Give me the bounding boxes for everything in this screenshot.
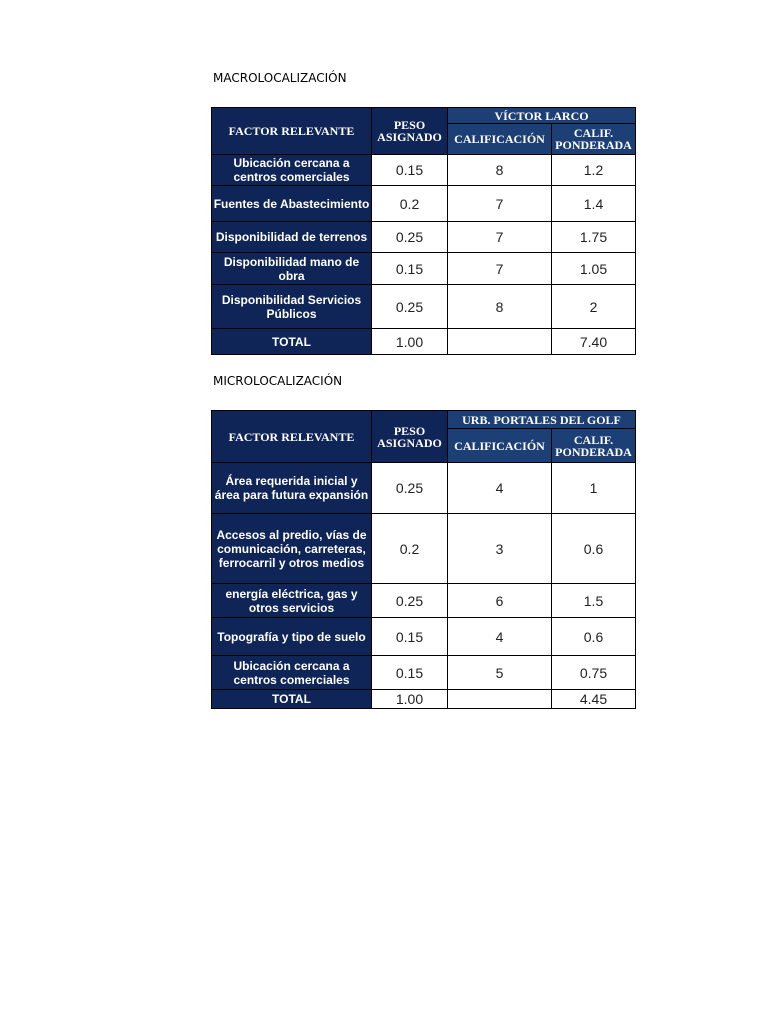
total-peso: 1.00 [372,329,448,355]
ponderada-value: 1.4 [552,186,636,222]
macro-header-calificacion: CALIFICACIÓN [448,124,552,155]
total-ponderada: 4.45 [552,690,636,709]
total-calificacion [448,329,552,355]
table-row [212,253,636,285]
macro-header-peso: PESO ASIGNADO [372,108,448,155]
macro-header-group: VÍCTOR LARCO [448,108,636,124]
peso-value: 0.25 [372,584,448,618]
table-row [212,186,636,222]
peso-value: 0.25 [372,222,448,253]
peso-value: 0.15 [372,253,448,285]
ponderada-value: 1 [552,463,636,514]
ponderada-value: 1.75 [552,222,636,253]
calificacion-value: 5 [448,656,552,690]
calificacion-value: 4 [448,618,552,656]
macro-header-factor: FACTOR RELEVANTE [212,108,372,155]
macro-header-ponderada: CALIF. PONDERADA [552,124,636,155]
macro-table [211,107,636,355]
calificacion-value: 7 [448,222,552,253]
micro-header-calificacion: CALIFICACIÓN [448,429,552,463]
factor-name: Accesos al predio, vías de comunicación, carreteras, ferrocarril y otros medios [212,514,372,584]
calificacion-value: 8 [448,285,552,329]
peso-value: 0.2 [372,186,448,222]
table-row [212,222,636,253]
micro-header-ponderada: CALIF. PONDERADA [552,429,636,463]
table-row [212,155,636,186]
ponderada-value: 2 [552,285,636,329]
factor-name: Topografía y tipo de suelo [212,618,372,656]
micro-header-peso: PESO ASIGNADO [372,411,448,463]
table-row [212,285,636,329]
micro-header-group: URB. PORTALES DEL GOLF [448,411,636,429]
micro-header-factor: FACTOR RELEVANTE [212,411,372,463]
peso-value: 0.2 [372,514,448,584]
total-calificacion [448,690,552,709]
peso-value: 0.15 [372,618,448,656]
ponderada-value: 0.75 [552,656,636,690]
total-label: TOTAL [212,329,372,355]
total-ponderada: 7.40 [552,329,636,355]
ponderada-value: 0.6 [552,618,636,656]
table-row [212,514,636,584]
factor-name: Disponibilidad mano de obra [212,253,372,285]
peso-value: 0.25 [372,285,448,329]
peso-value: 0.15 [372,155,448,186]
table-row [212,656,636,690]
factor-name: Disponibilidad Servicios Públicos [212,285,372,329]
table-row [212,584,636,618]
calificacion-value: 7 [448,186,552,222]
total-label: TOTAL [212,690,372,709]
factor-name: Ubicación cercana a centros comerciales [212,155,372,186]
calificacion-value: 8 [448,155,552,186]
factor-name: Ubicación cercana a centros comerciales [212,656,372,690]
ponderada-value: 1.05 [552,253,636,285]
table-row [212,618,636,656]
micro-table [211,410,636,709]
peso-value: 0.15 [372,656,448,690]
calificacion-value: 3 [448,514,552,584]
total-row [212,690,636,709]
factor-name: Fuentes de Abastecimiento [212,186,372,222]
ponderada-value: 0.6 [552,514,636,584]
calificacion-value: 7 [448,253,552,285]
calificacion-value: 4 [448,463,552,514]
total-peso: 1.00 [372,690,448,709]
factor-name: Disponibilidad de terrenos [212,222,372,253]
macro-heading: MACROLOCALIZACIÓN [213,71,347,85]
ponderada-value: 1.2 [552,155,636,186]
micro-heading: MICROLOCALIZACIÓN [213,374,343,388]
factor-name: Área requerida inicial y área para futura expansión [212,463,372,514]
calificacion-value: 6 [448,584,552,618]
factor-name: energía eléctrica, gas y otros servicios [212,584,372,618]
total-row [212,329,636,355]
ponderada-value: 1.5 [552,584,636,618]
peso-value: 0.25 [372,463,448,514]
table-row [212,463,636,514]
